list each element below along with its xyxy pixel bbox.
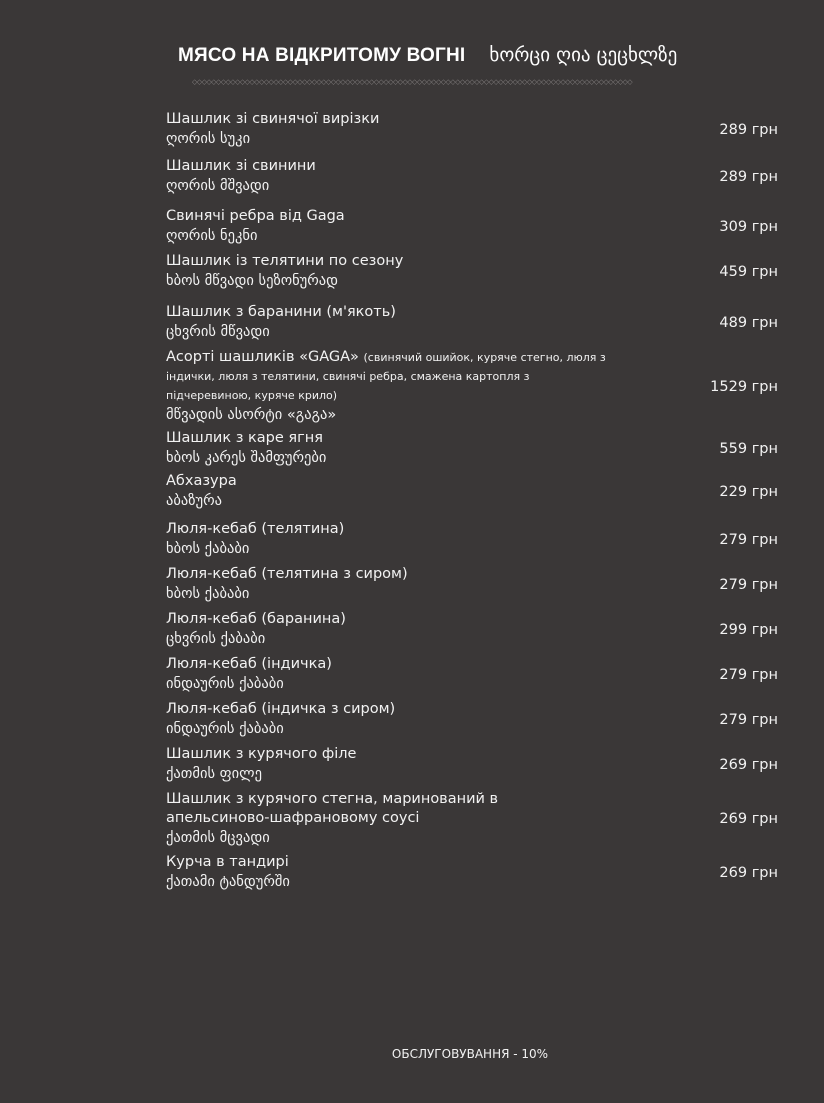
menu-item-price: 269 грн — [719, 756, 778, 773]
menu-item-name-ua: Люля-кебаб (індичка) — [166, 656, 332, 672]
menu-item-text — [166, 610, 606, 649]
menu-item-name — [166, 157, 606, 176]
menu-item — [166, 348, 778, 425]
menu-item-name — [166, 252, 606, 271]
menu-item-text — [166, 565, 606, 604]
menu-item-price: 1529 грн — [710, 378, 778, 395]
menu-item — [166, 745, 778, 784]
menu-item-price: 279 грн — [719, 576, 778, 593]
menu-item-name — [166, 790, 606, 828]
menu-item-name-ua: Свинячі ребра від Gaga — [166, 208, 345, 224]
menu-item-name-ua: Шашлик з курячого філе — [166, 746, 357, 762]
menu-item-text — [166, 790, 606, 848]
menu-item-price: 289 грн — [719, 121, 778, 138]
menu-item-name — [166, 472, 606, 491]
menu-item-name-ua: Шашлик з курячого стегна, маринований в апельсиново-шафрановому соусі — [166, 791, 499, 826]
menu-item-price: 229 грн — [719, 483, 778, 500]
menu-item-text — [166, 429, 606, 468]
menu-item-price: 269 грн — [719, 811, 778, 827]
menu-item-name-ua: Люля-кебаб (баранина) — [166, 611, 346, 627]
menu-item — [166, 252, 778, 291]
menu-item-name-ge: მწვადის ასორტი «გაგა» — [166, 407, 337, 423]
menu-item-text — [166, 348, 606, 425]
menu-item-text — [166, 472, 606, 511]
menu-item — [166, 520, 778, 559]
menu-item-name-ge: ხბოს მწვადი სეზონურად — [166, 273, 339, 289]
menu-item-price: 289 грн — [719, 168, 778, 185]
menu-item-name-ge: ქათმის ფილე — [166, 766, 262, 782]
menu-item-name-ge: ქათამი ტანდურში — [166, 874, 290, 890]
menu-item-name — [166, 207, 606, 226]
menu-item-name-ua: Асорті шашликів «GAGA» — [166, 349, 359, 365]
menu-item-name — [166, 429, 606, 448]
menu-item-name-ge: ხბოს ქაბაბი — [166, 541, 250, 557]
menu-items-list — [166, 104, 778, 892]
menu-item-name — [166, 303, 606, 322]
menu-item-text — [166, 157, 606, 196]
menu-item-name — [166, 520, 606, 539]
menu-item-name — [166, 853, 606, 872]
menu-item-name-ua: Шашлик зі свинячої вирізки — [166, 111, 380, 127]
menu-item — [166, 207, 778, 246]
service-charge-note: ОБСЛУГОВУВАННЯ - 10% — [391, 1047, 549, 1061]
menu-item-price: 279 грн — [719, 531, 778, 548]
section-header — [178, 44, 778, 67]
menu-item-name — [166, 700, 606, 719]
menu-item-text — [166, 655, 606, 694]
menu-item-price: 559 грн — [719, 440, 778, 457]
ornament-divider: ◇◇◇◇◇◇◇◇◇◇◇◇◇◇◇◇◇◇◇◇◇◇◇◇◇◇◇◇◇◇◇◇◇◇◇◇◇◇◇◇◇◇◇◇◇◇◇◇◇◇◇◇◇◇◇◇◇◇◇◇◇◇◇◇◇◇◇◇◇◇◇◇◇◇◇◇◇◇◇◇◇◇◇◇◇◇◇◇◇◇◇◇ — [192, 78, 633, 86]
menu-item-text — [166, 110, 606, 149]
menu-item-name — [166, 348, 606, 405]
menu-item — [166, 303, 778, 342]
menu-item — [166, 565, 778, 604]
menu-item-name-ge: ხბოს ქაბაბი — [166, 586, 250, 602]
menu-item-name-ua: Шашлик з баранини (м'якоть) — [166, 304, 396, 320]
menu-item-name — [166, 655, 606, 674]
menu-item-name-ge: ინდაურის ქაბაბი — [166, 676, 284, 692]
menu-item-text — [166, 207, 606, 246]
menu-item-name-ge: აბაზურა — [166, 493, 222, 509]
menu-item — [166, 429, 778, 468]
menu-item-name — [166, 110, 606, 129]
menu-item-text — [166, 745, 606, 784]
menu-item-name-ge: ხბოს კარეს შამფურები — [166, 450, 327, 466]
menu-item-price: 299 грн — [719, 621, 778, 638]
menu-item-text — [166, 252, 606, 291]
section-title-ge: ხორცი ღია ცეცხლზე — [489, 44, 678, 66]
menu-item-name-ge: ქათმის მცვადი — [166, 830, 270, 846]
menu-item-name-ge: ცხვრის მწვადი — [166, 324, 270, 340]
menu-item-price: 489 грн — [719, 314, 778, 331]
menu-item-name-ua: Шашлик з каре ягня — [166, 430, 323, 446]
menu-item-text — [166, 700, 606, 739]
menu-item-name-ua: Курча в тандирі — [166, 854, 289, 870]
menu-item-name-ua: Люля-кебаб (телятина) — [166, 521, 345, 537]
menu-item-price: 309 грн — [719, 218, 778, 235]
menu-item — [166, 853, 778, 892]
menu-item-text — [166, 853, 606, 892]
menu-item-price: 269 грн — [719, 864, 778, 881]
menu-item-name-ge: ღორის ნეკნი — [166, 228, 258, 244]
menu-item-name-ge: ღორის მშვადი — [166, 178, 270, 194]
menu-item — [166, 157, 778, 196]
menu-item-name-ua: Люля-кебаб (індичка з сиром) — [166, 701, 396, 717]
menu-item — [166, 610, 778, 649]
menu-item-name-ge: ინდაურის ქაბაბი — [166, 721, 284, 737]
menu-item-text — [166, 303, 606, 342]
menu-item — [166, 790, 778, 848]
menu-item-note: (свинячий ошийок, куряче стегно, люля з індички, люля з телятини, свинячі ребра, смажена картопля з підчеревиною, куряче крило) — [166, 351, 606, 402]
menu-item — [166, 472, 778, 511]
menu-item-name-ge: ცხვრის ქაბაბი — [166, 631, 266, 647]
section-title-ua: МЯСО НА ВІДКРИТОМУ ВОГНІ — [178, 45, 466, 66]
menu-item — [166, 110, 778, 149]
menu-item — [166, 655, 778, 694]
menu-item-price: 459 грн — [719, 263, 778, 280]
menu-item — [166, 700, 778, 739]
menu-item-name — [166, 610, 606, 629]
menu-item-name-ua: Шашлик із телятини по сезону — [166, 253, 404, 269]
menu-item-name-ua: Абхазура — [166, 473, 237, 489]
menu-item-name-ua: Шашлик зі свинини — [166, 158, 316, 174]
menu-item-name — [166, 745, 606, 764]
menu-item-name — [166, 565, 606, 584]
menu-item-text — [166, 520, 606, 559]
menu-item-name-ua: Люля-кебаб (телятина з сиром) — [166, 566, 408, 582]
menu-item-name-ge: ღორის სუკი — [166, 131, 251, 147]
menu-item-price: 279 грн — [719, 666, 778, 683]
menu-item-price: 279 грн — [719, 711, 778, 728]
